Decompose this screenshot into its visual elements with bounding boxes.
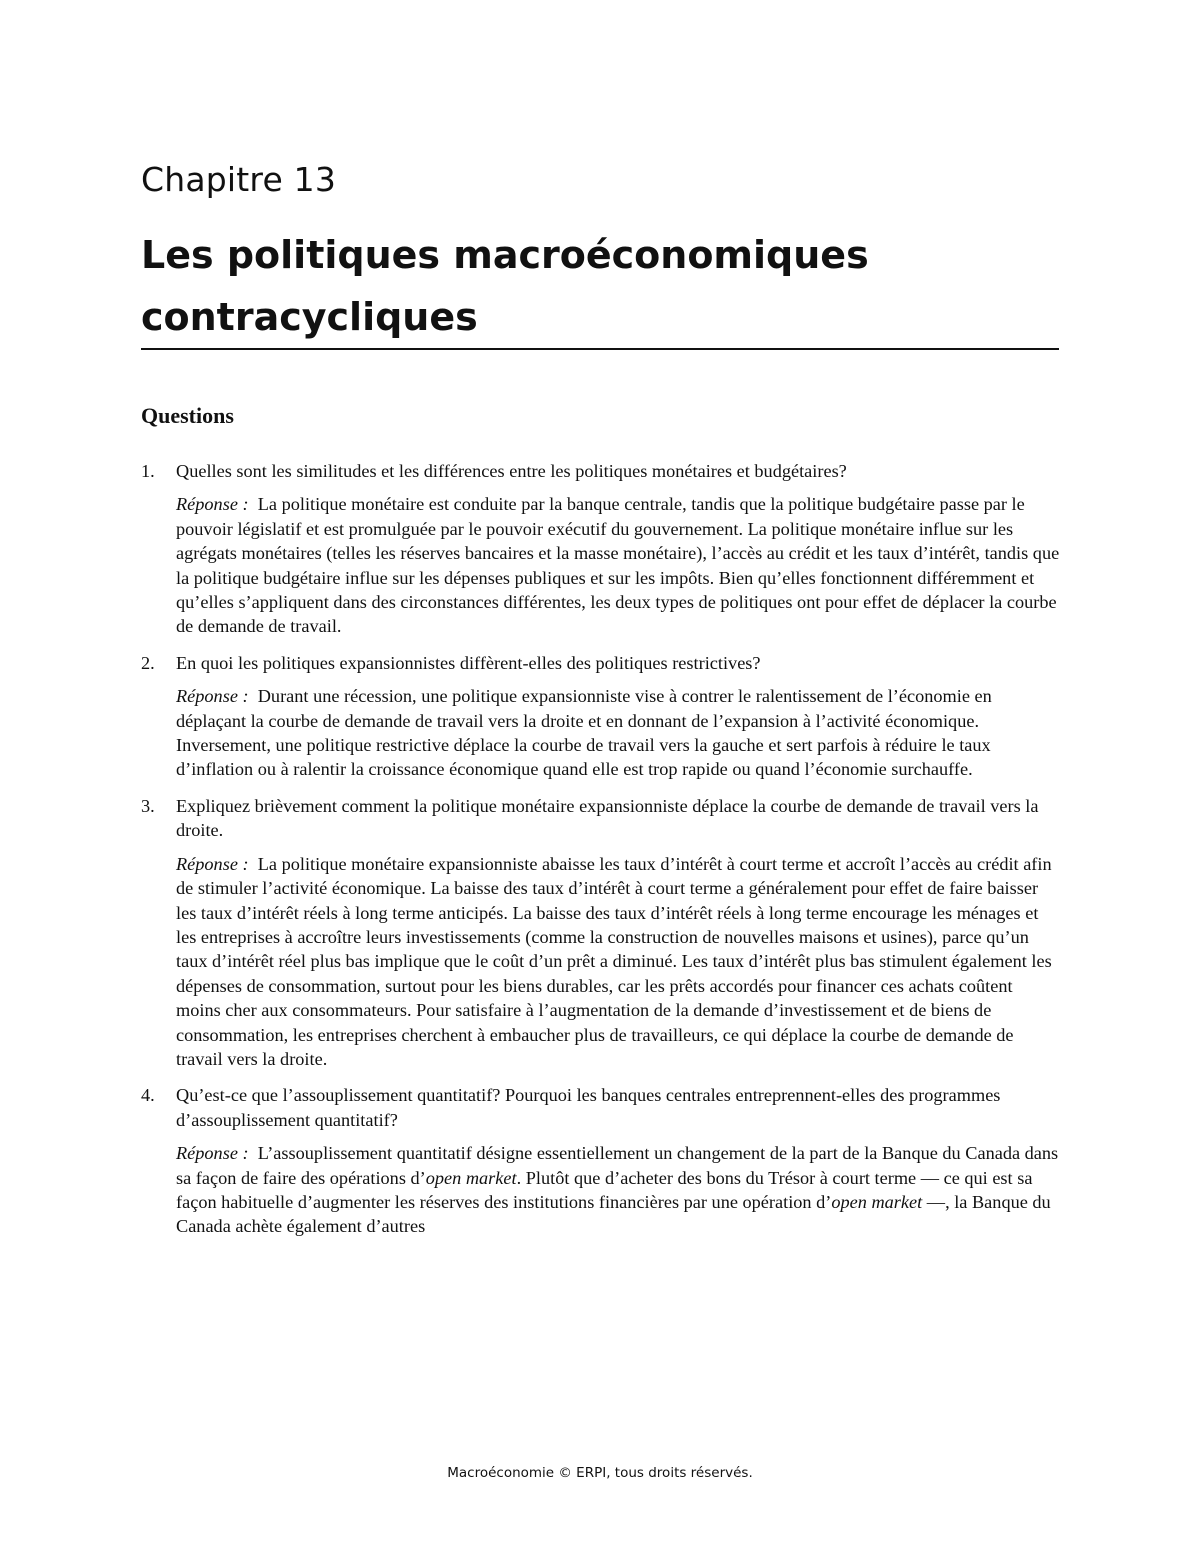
answer-text	[176, 684, 1061, 782]
answer-body: La politique monétaire est conduite par la banque centrale, tandis que la politique budgétaire passe par le pouvoir législatif et est promulguée par le pouvoir exécutif du gouvernement. La politique monétaire influe sur les agrégats monétaires (telles les réserves bancaires et la masse monétaire), l’accès au crédit et les taux d’intérêt, tandis que la politique budgétaire influe sur les dépenses publiques et sur les impôts. Bien qu’elles fonctionnent différemment et qu’elles s’appliquent dans des circonstances différentes, les deux types de politiques ont pour effet de déplacer la courbe de demande de travail.	[176, 494, 1060, 637]
question-item-3	[141, 794, 1061, 1071]
question-text: Qu’est-ce que l’assouplissement quantitatif? Pourquoi les banques centrales entreprennent-elles des programmes d’assouplissement quantitatif?	[176, 1085, 1001, 1130]
chapter-label: Chapitre 13	[141, 160, 337, 199]
page-footer: Macroéconomie © ERPI, tous droits réservés.	[447, 1465, 753, 1481]
answer-body: Durant une récession, une politique expansionniste vise à contrer le ralentissement de l’économie en déplaçant la courbe de demande de travail vers la droite et en donnant de l’expansion à l’activité économique. Inversement, une politique restrictive déplace la courbe de travail vers la gauche et sert parfois à réduire le taux d’inflation ou à ralentir la croissance économique quand elle est trop rapide ou quand l’économie surchauffe.	[176, 686, 992, 780]
answer-label: Réponse :	[176, 1143, 249, 1164]
answer-body-part: —, la Banque du Canada achète également d’autres	[176, 1191, 1051, 1237]
answer-body: La politique monétaire expansionniste abaisse les taux d’intérêt à court terme et accroît l’accès au crédit afin de stimuler l’activité économique. La baisse des taux d’intérêt à court terme a généralement pour effet de faire baisser les taux d’intérêt réels à long terme anticipés. La baisse des taux d’intérêt réels à long terme encourage les ménages et les entreprises à accroître leurs investissements (comme la construction de nouvelles maisons et usines), parce qu’un taux d’intérêt réel plus bas implique que le coût d’un prêt a diminué. Les taux d’intérêt plus bas stimulent également les dépenses de consommation, surtout pour les biens durables, car les prêts accordés pour financer ces achats coûtent moins cher aux consommateurs. Pour satisfaire à l’augmentation de la demande d’investissement et de biens de consommation, les entreprises cherchent à embaucher plus de travailleurs, ce qui déplace la courbe de demande de travail vers la droite.	[176, 853, 1052, 1069]
answer-label: Réponse :	[176, 853, 249, 874]
question-item-2	[141, 651, 1061, 782]
question-item-1	[141, 459, 1061, 639]
answer-emphasis: open market	[831, 1191, 923, 1212]
question-number: 4.	[141, 1085, 155, 1106]
question-item-4	[141, 1083, 1061, 1238]
answer-label: Réponse :	[176, 494, 249, 515]
answer-text	[176, 492, 1061, 638]
question-number: 2.	[141, 652, 155, 673]
answer-text	[176, 852, 1061, 1072]
question-list	[141, 459, 1061, 1251]
section-heading: Questions	[141, 403, 234, 428]
answer-emphasis: open market	[425, 1167, 517, 1188]
answer-body-part: L’assouplissement quantitatif désigne essentiellement un changement de la part de la Banque du Canada dans sa façon de faire des opérations d’	[176, 1143, 1059, 1188]
question-text: Quelles sont les similitudes et les différences entre les politiques monétaires et budgétaires?	[176, 461, 847, 481]
answer-body-part: . Plutôt que d’acheter des bons du Trésor à court terme — ce qui est sa façon habituelle d’augmenter les réserves des institutions financières par une opération d’	[176, 1167, 1033, 1212]
answer-text	[176, 1141, 1061, 1239]
question-number: 3.	[141, 795, 155, 816]
chapter-title: Les politiques macroéconomiques contracycliques	[141, 233, 869, 339]
question-text: Expliquez brièvement comment la politique monétaire expansionniste déplace la courbe de demande de travail vers la droite.	[176, 795, 1039, 841]
question-text: En quoi les politiques expansionnistes diffèrent-elles des politiques restrictives?	[176, 652, 761, 673]
title-divider	[141, 348, 1059, 350]
question-number: 1.	[141, 461, 155, 481]
answer-label: Réponse :	[176, 686, 249, 707]
